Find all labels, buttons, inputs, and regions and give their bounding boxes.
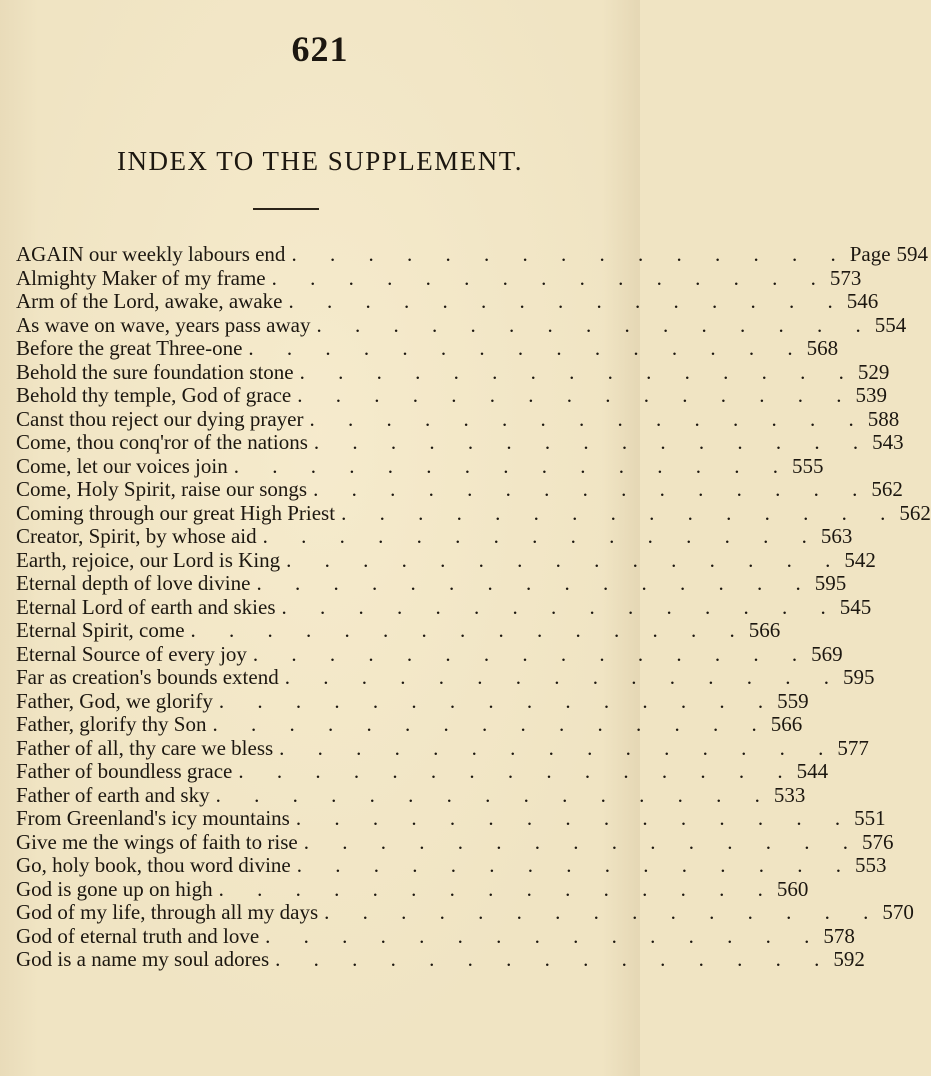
index-entry <box>16 947 865 972</box>
page-reference <box>830 267 862 291</box>
dot-leader: . . . . . . . . . . . . . . . <box>215 782 774 807</box>
index-entry <box>16 618 781 643</box>
page-reference <box>815 572 847 596</box>
hymn-first-line: Father of all, thy care we bless <box>16 735 274 760</box>
dot-leader: . . . . . . . . . . . . . . . <box>248 336 807 360</box>
dot-leader: . . . . . . . . . . . . . . . <box>218 688 778 713</box>
page-reference-number: 554 <box>874 312 907 337</box>
dot-leader: . . . . . . . . . . . . . . . <box>313 477 872 501</box>
index-entry <box>16 453 824 479</box>
page-reference-number: 555 <box>791 453 824 478</box>
page-reference-number: 573 <box>829 265 862 290</box>
hymn-first-line: Give me the wings of faith to rise <box>16 829 298 854</box>
page-reference <box>840 596 872 620</box>
index-entry <box>16 876 809 902</box>
dot-leader: . . . . . . . . . . . . . . . <box>313 430 873 454</box>
page-reference <box>797 760 829 784</box>
index-entry <box>16 477 903 502</box>
page-reference-number: 570 <box>882 900 914 924</box>
hymn-first-line: God of eternal truth and love <box>16 923 260 948</box>
hymn-first-line: Father of earth and sky <box>16 782 210 807</box>
hymn-first-line: God is gone up on high <box>16 876 213 901</box>
dot-leader: . . . . . . . . . . . . . . . <box>279 735 838 760</box>
dot-leader: . . . . . . . . . . . . . . . <box>233 453 792 478</box>
page-reference <box>875 314 907 338</box>
hymn-first-line: Creator, Spirit, by whose aid <box>16 524 257 548</box>
page-reference <box>792 455 824 479</box>
index-entry <box>16 312 907 338</box>
page-reference <box>749 619 781 643</box>
hymn-first-line: Father of boundless grace <box>16 759 233 783</box>
index-entry <box>16 829 894 855</box>
dot-leader: . . . . . . . . . . . . . . . <box>288 289 847 313</box>
dot-leader: . . . . . . . . . . . . . . . <box>324 900 883 924</box>
index-entry <box>16 265 862 291</box>
index-entry <box>16 594 872 620</box>
page-reference <box>862 831 894 855</box>
dot-leader: . . . . . . . . . . . . . . . <box>190 618 749 642</box>
hymn-first-line: Father, God, we glorify <box>16 688 213 713</box>
hymn-first-line: Behold the sure foundation stone <box>16 359 294 384</box>
index-entry <box>16 242 929 267</box>
page-number: 621 <box>291 29 349 69</box>
index-entry <box>16 406 900 432</box>
dot-leader: . . . . . . . . . . . . . . . <box>303 829 862 854</box>
page-reference <box>833 948 865 972</box>
index-entry <box>16 806 886 831</box>
page-reference <box>856 384 888 408</box>
page-reference-number: 533 <box>773 782 806 807</box>
page-reference <box>774 784 806 808</box>
index-entry <box>16 641 843 667</box>
dot-leader: . . . . . . . . . . . . . . . <box>281 594 840 619</box>
index-entry <box>16 665 875 690</box>
hymn-first-line: Father, glorify thy Son <box>16 712 207 736</box>
hymn-first-line: Coming through our great High Priest <box>16 500 336 525</box>
hymn-first-line: From Greenland's icy mountains <box>16 806 290 830</box>
dot-leader: . . . . . . . . . . . . . . . <box>252 641 812 666</box>
hymn-first-line: Come, Holy Spirit, raise our songs <box>16 477 308 501</box>
dot-leader: . . . . . . . . . . . . . . . <box>296 853 855 877</box>
page-reference-number: 588 <box>867 406 900 431</box>
page-reference-number: 577 <box>837 735 869 760</box>
dot-leader: . . . . . . . . . . . . . . . <box>271 265 830 290</box>
page-reference-number: 566 <box>770 712 803 736</box>
page-reference <box>847 290 879 314</box>
page-reference <box>807 337 839 361</box>
page-reference <box>882 901 914 925</box>
index-entry <box>16 336 839 361</box>
hymn-first-line: Behold thy temple, God of grace <box>16 383 292 407</box>
index-list <box>16 242 931 972</box>
page-reference <box>844 549 876 573</box>
index-entry <box>16 759 829 784</box>
page-reference-number: 529 <box>857 359 890 384</box>
page-reference <box>771 713 803 737</box>
page-reference-number: 551 <box>854 806 886 830</box>
index-entry <box>16 900 914 925</box>
page-reference-number: 559 <box>777 688 809 713</box>
dot-leader: . . . . . . . . . . . . . . . <box>212 712 771 736</box>
dot-leader: . . . . . . . . . . . . . . . <box>299 359 858 384</box>
page-reference <box>899 502 931 526</box>
index-entry <box>16 735 869 761</box>
hymn-first-line: Come, let our voices join <box>16 453 228 478</box>
page-reference-number: 576 <box>861 829 894 854</box>
hymn-first-line: Almighty Maker of my frame <box>16 265 266 290</box>
index-entry <box>16 524 853 549</box>
hymn-first-line: Eternal Spirit, come <box>16 618 185 642</box>
index-entry <box>16 289 879 314</box>
dot-leader: . . . . . . . . . . . . . . . <box>316 312 875 337</box>
page-reference-number: 553 <box>854 853 887 877</box>
page-reference <box>868 408 900 432</box>
hymn-first-line: Earth, rejoice, our Lord is King <box>16 547 281 572</box>
page-reference-number: 546 <box>846 289 879 313</box>
page-reference-number: 595 <box>842 665 875 689</box>
hymn-first-line: Far as creation's bounds extend <box>16 665 279 689</box>
title-divider <box>253 208 319 210</box>
page-reference <box>850 243 928 267</box>
page-reference-number: 594 <box>896 242 929 266</box>
index-entry <box>16 712 803 737</box>
index-entry <box>16 359 890 385</box>
hymn-first-line: Arm of the Lord, awake, awake <box>16 289 283 313</box>
page-reference-number: 563 <box>820 524 853 548</box>
dot-leader: . . . . . . . . . . . . . . . <box>286 547 845 572</box>
dot-leader: . . . . . . . . . . . . . . . <box>256 571 815 595</box>
page-reference <box>855 854 887 878</box>
dot-leader: . . . . . . . . . . . . . . . <box>238 759 797 783</box>
page-reference <box>811 643 843 667</box>
dot-leader: . . . . . . . . . . . . . . . <box>265 923 824 948</box>
index-entry <box>16 853 887 878</box>
dot-leader: . . . . . . . . . . . . . . . <box>295 806 855 830</box>
page-reference-number: 542 <box>844 547 876 572</box>
index-entry <box>16 547 876 573</box>
page-reference <box>823 925 855 949</box>
page-reference-number: 592 <box>833 947 865 971</box>
page-reference <box>777 690 809 714</box>
page-reference-number: 544 <box>796 759 829 783</box>
hymn-first-line: Canst thou reject our dying prayer <box>16 406 304 431</box>
page-reference <box>871 478 903 502</box>
hymn-first-line: Go, holy book, thou word divine <box>16 853 291 877</box>
hymn-first-line: AGAIN our weekly labours end <box>16 242 286 266</box>
page-reference-number: 543 <box>872 430 904 454</box>
dot-leader: . . . . . . . . . . . . . . . <box>275 947 834 971</box>
hymn-first-line: Eternal Source of every joy <box>16 641 247 666</box>
dot-leader: . . . . . . . . . . . . . . . <box>284 665 843 689</box>
dot-leader: . . . . . . . . . . . . . . . <box>297 383 856 407</box>
page-reference <box>821 525 853 549</box>
page-reference <box>777 878 809 902</box>
index-entry <box>16 383 888 408</box>
page-label: Page <box>849 242 891 266</box>
hymn-first-line: Before the great Three-one <box>16 336 243 360</box>
hymn-first-line: Come, thou conq'ror of the nations <box>16 430 308 454</box>
page-reference-number: 539 <box>855 383 888 407</box>
dot-leader: . . . . . . . . . . . . . . . <box>309 406 868 431</box>
dot-leader: . . . . . . . . . . . . . . . <box>218 876 777 901</box>
page-reference-number: 545 <box>839 594 872 619</box>
page-reference-number: 562 <box>899 500 931 525</box>
dot-leader: . . . . . . . . . . . . . . . <box>341 500 900 525</box>
hymn-first-line: God is a name my soul adores <box>16 947 270 971</box>
page-reference-number: 560 <box>776 876 809 901</box>
page-reference-number: 568 <box>806 336 839 360</box>
page-reference <box>837 737 869 761</box>
dot-leader: . . . . . . . . . . . . . . . <box>291 242 850 266</box>
hymn-first-line: Eternal depth of love divine <box>16 571 251 595</box>
page-reference-number: 569 <box>811 641 843 666</box>
hymn-first-line: God of my life, through all my days <box>16 900 319 924</box>
index-entry <box>16 430 904 455</box>
page-reference-number: 562 <box>871 477 903 501</box>
page-reference-number: 595 <box>814 571 847 595</box>
page-reference <box>843 666 875 690</box>
index-title: INDEX TO THE SUPPLEMENT. <box>116 146 523 176</box>
page-reference-number: 578 <box>823 923 855 948</box>
page-reference <box>854 807 886 831</box>
page-reference <box>872 431 904 455</box>
hymn-first-line: Eternal Lord of earth and skies <box>16 594 276 619</box>
page-reference <box>858 361 890 385</box>
dot-leader: . . . . . . . . . . . . . . . <box>262 524 821 548</box>
page-reference-number: 566 <box>748 618 781 642</box>
index-entry <box>16 571 847 596</box>
index-entry <box>16 500 931 526</box>
index-entry <box>16 688 809 714</box>
hymn-first-line: As wave on wave, years pass away <box>16 312 311 337</box>
index-entry <box>16 782 806 808</box>
index-entry <box>16 923 855 949</box>
